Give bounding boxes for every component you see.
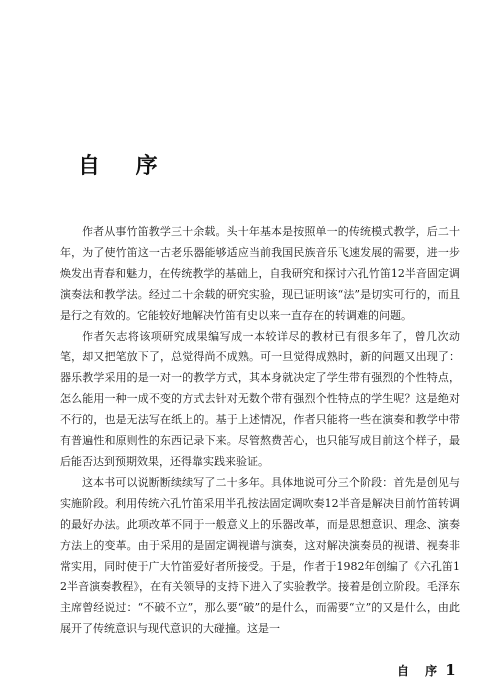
body-text — [60, 222, 460, 640]
paragraph-1: 作者从事竹笛教学三十余载。头十年基本是按照单一的传统模式教学，后二十年，为了使竹笛这一古老乐器能够适应当前我国民族音乐飞速发展的需要，进一步焕发出青春和魅力，在传统教学的基础上，自我研究和探讨六孔竹笛12半音固定调演奏法和教学法。经过二十余载的研究实验，现已证明该“法”是切实可行的，而且是行之有效的。它能较好地解决竹笛有史以来一直存在的转调难的问题。 — [60, 225, 460, 322]
paragraph-3: 这本书可以说断断续续写了二十多年。具体地说可分三个阶段：首先是创见与实施阶段。利用传统六孔竹笛采用半孔按法固定调吹奏12半音是解决目前竹笛转调的最好办法。此项改革不同于一般意义上的乐器改革，而是思想意识、理念、演奏方法上的变革。由于采用的是固定调视谱与演奏，这对解决演奏员的视谱、视奏非常实用，同时使于广大竹笛爱好者所接受。于是，作者于1982年创编了《六孔笛12半音演奏教程》，在有关领导的支持下进入了实验教学。接着是创立阶段。毛泽东主席曾经说过：“不破不立”，那么要“破”的是什么，而需要“立”的又是什么，由此展开了传统意识与现代意识的大碰撞。这是一 — [60, 475, 460, 636]
paragraph-2: 作者矢志将该项研究成果编写成一本较详尽的教材已有很多年了，曾几次动笔，却又把笔放下了，总觉得尚不成熟。可一旦觉得成熟时，新的问题又出现了：器乐教学采用的是一对一的教学方式，其本身就决定了学生带有强烈的个性特点，怎么能用一种一成不变的方式去针对无数个带有强烈个性特点的学生呢？这是绝对不行的，也是无法写在纸上的。基于上述情况，作者只能将一些在演奏和教学中带有普遍性和原则性的东西记录下来。尽管熬费苦心，也只能写成目前这个样子，最后能否达到预期效果，还得靠实践来验证。 — [60, 329, 460, 468]
page-number: 1 — [445, 661, 456, 679]
page-title: 自 序 — [78, 152, 172, 179]
page-footer — [397, 661, 456, 679]
footer-label: 自 序 — [397, 664, 444, 678]
